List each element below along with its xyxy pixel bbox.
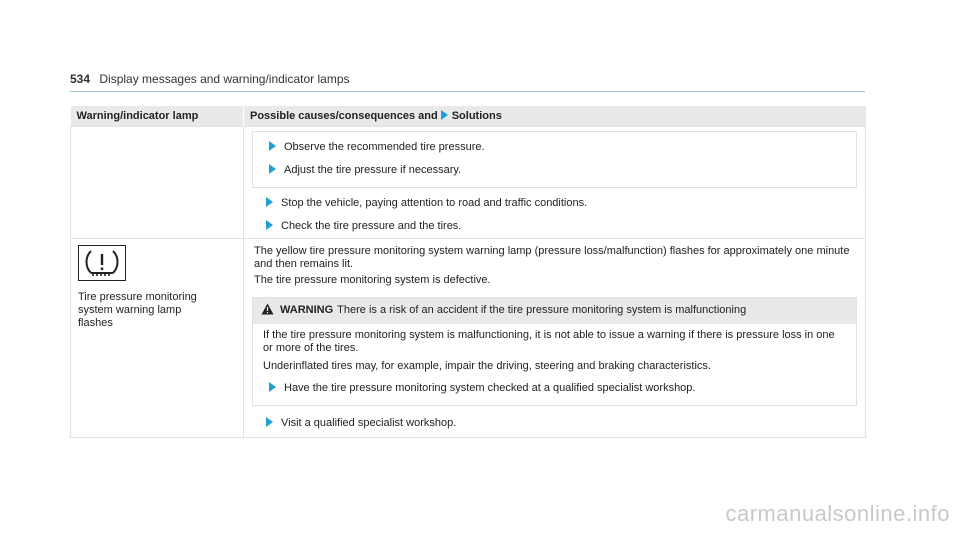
warning-paragraph: If the tire pressure monitoring system is malfunctioning, it is not able to issue a warning if there is pressure loss in one or more of the tires.: [263, 329, 835, 354]
step-item: Check the tire pressure and the tires.: [244, 215, 865, 238]
lamp-cell: [71, 239, 244, 438]
tire-pressure-warning-icon: [78, 245, 126, 281]
step-item: Have the tire pressure monitoring system checked at a qualified specialist workshop.: [253, 378, 856, 401]
warning-body: [253, 324, 856, 405]
arrow-icon: [269, 141, 276, 151]
arrow-icon: [269, 164, 276, 174]
warning-lamp-table: [70, 106, 866, 438]
warning-triangle-icon: [261, 303, 274, 319]
table-header-row: [71, 106, 866, 127]
inner-steps-box: [252, 131, 857, 188]
arrow-icon: [266, 197, 273, 207]
watermark: carmanualsonline.info: [725, 501, 950, 526]
col-header-causes: Possible causes/consequences and Solutions: [244, 106, 866, 127]
warning-header: [253, 298, 856, 324]
lamp-caption: Tire pressure monitoring system warning lamp flashes: [78, 291, 197, 329]
step-item: Observe the recommended tire pressure.: [253, 136, 856, 159]
solutions-cell: [244, 239, 866, 438]
warning-text: There is a risk of an accident if the tire pressure monitoring system is malfunctioning: [337, 304, 747, 316]
arrow-icon: [266, 220, 273, 230]
description-text: The yellow tire pressure monitoring system warning lamp (pressure loss/malfunction) flashes for approximately one minute and then remains lit.: [254, 245, 850, 270]
empty-lamp-cell: [71, 127, 244, 239]
page-header: [70, 72, 865, 92]
arrow-icon: [269, 382, 276, 392]
solutions-cell: [244, 127, 866, 239]
arrow-icon: [266, 417, 273, 427]
warning-paragraph: Underinflated tires may, for example, impair the driving, steering and braking characteristics.: [263, 360, 711, 372]
step-item: Adjust the tire pressure if necessary.: [253, 159, 856, 182]
col-header-lamp: Warning/indicator lamp: [71, 106, 244, 127]
step-item: Stop the vehicle, paying attention to road and traffic conditions.: [244, 192, 865, 215]
arrow-icon: [441, 110, 448, 120]
warning-box: [252, 297, 857, 406]
warning-title: WARNING: [280, 304, 334, 316]
table-row: [71, 127, 866, 239]
page-title: Display messages and warning/indicator lamps: [99, 72, 350, 86]
description-text: The tire pressure monitoring system is defective.: [254, 274, 491, 286]
table-row: [71, 239, 866, 438]
page-number: 534: [70, 72, 91, 86]
step-item: Visit a qualified specialist workshop.: [244, 412, 865, 437]
